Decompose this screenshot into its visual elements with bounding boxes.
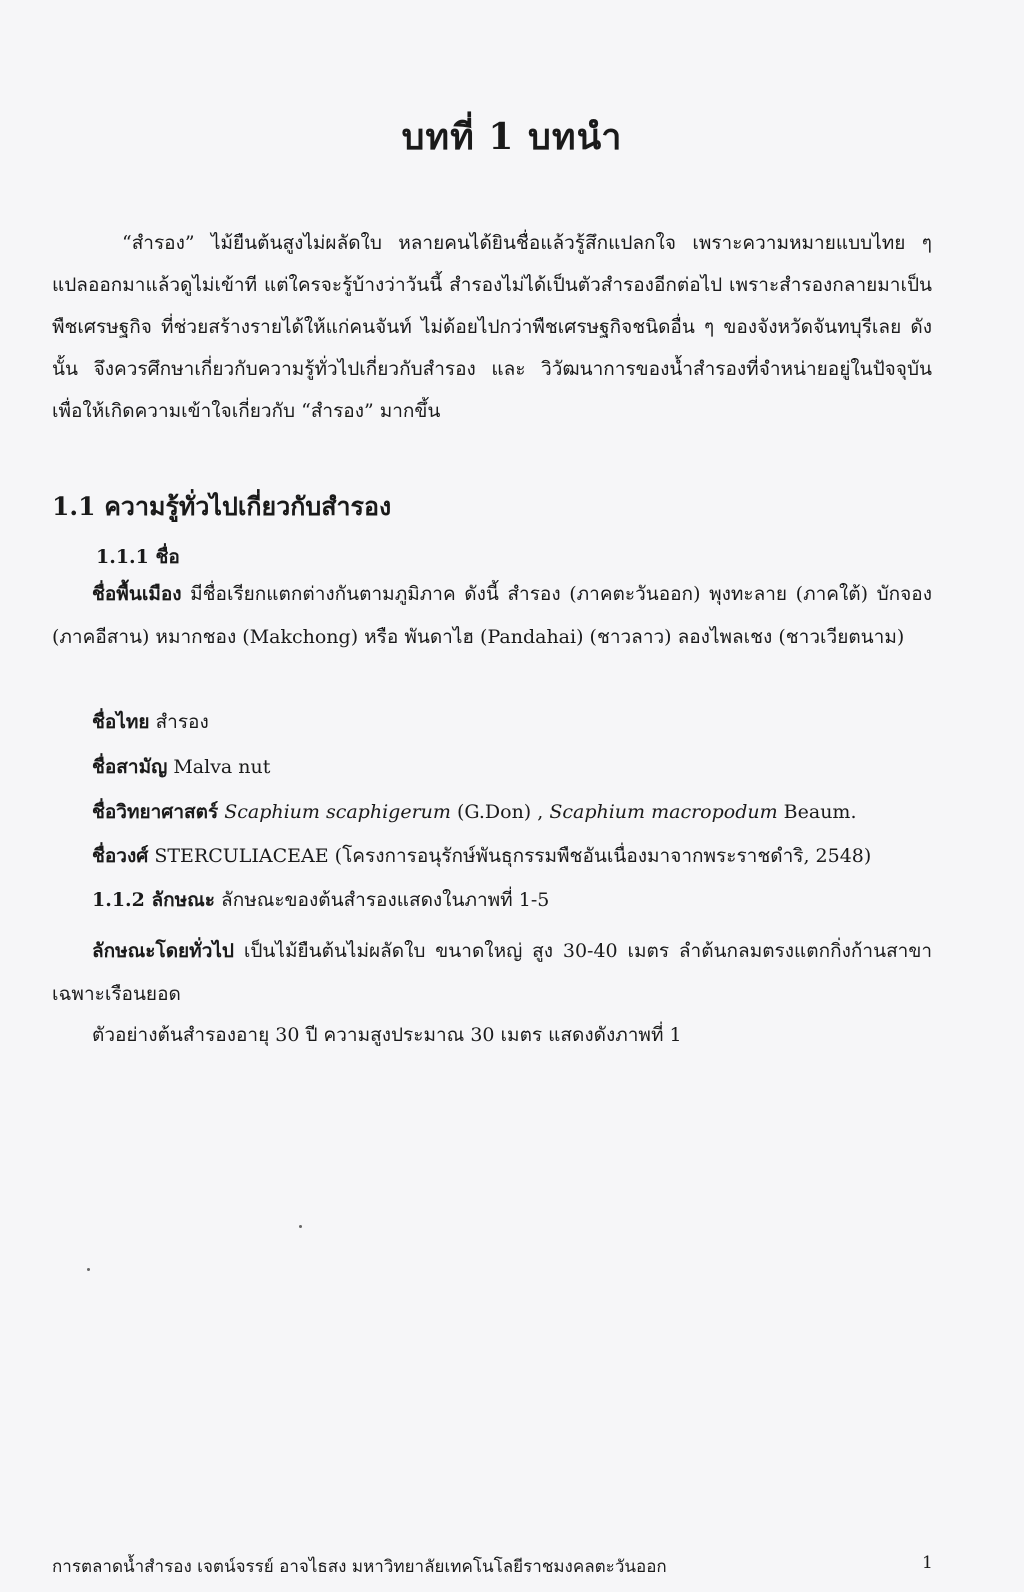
subsection-1-1-2-line xyxy=(92,885,549,915)
scientific-name-1: Scaphium scaphigerum xyxy=(218,801,451,823)
local-names-text: มีชื่อเรียกแตกต่างกันตามภูมิภาค ดังนี้ สำรอง (ภาคตะวันออก) พุงทะลาย (ภาคใต้) บักจอง (ภาคอีสาน) หมากชอง (Makchong) หรือ พันดาไฮ (Pandahai) (ชาวลาว) ลองไพลเชง (ชาวเวียตนาม) xyxy=(52,583,932,648)
scientific-author-1: (G.Don) , xyxy=(450,801,550,823)
subsection-heading-1-1-1: 1.1.1 ชื่อ xyxy=(96,546,180,568)
local-names-paragraph xyxy=(52,573,932,659)
chapter-title: บทที่ 1 บทนำ xyxy=(401,116,623,158)
example-line: ตัวอย่างต้นสำรองอายุ 30 ปี ความสูงประมาณ 30 เมตร แสดงดังภาพที่ 1 xyxy=(92,1024,682,1046)
local-names-label: ชื่อพื้นเมือง xyxy=(92,583,182,605)
general-features-paragraph xyxy=(52,930,932,1016)
family-label: ชื่อวงศ์ xyxy=(92,845,149,867)
family-text: STERCULIACEAE (โครงการอนุรักษ์พันธุกรรมพืชอันเนื่องมาจากพระราชดำริ, 2548) xyxy=(148,845,872,867)
common-name-text: Malva nut xyxy=(167,756,271,778)
common-name-label: ชื่อสามัญ xyxy=(92,756,168,778)
thai-name-label: ชื่อไทย xyxy=(92,711,150,733)
page-number: 1 xyxy=(922,1553,933,1573)
family-line xyxy=(92,841,871,871)
scientific-author-2: Beaum. xyxy=(777,801,857,823)
section-heading-1-1: 1.1 ความรู้ทั่วไปเกี่ยวกับสำรอง xyxy=(52,492,392,521)
subsection-1-1-2-text: ลักษณะของต้นสำรองแสดงในภาพที่ 1-5 xyxy=(215,889,550,911)
scan-speck xyxy=(299,1225,302,1228)
thai-name-text: สำรอง xyxy=(149,711,209,733)
general-features-label: ลักษณะโดยทั่วไป xyxy=(92,940,234,962)
subsection-heading-1-1-2: 1.1.2 ลักษณะ xyxy=(92,889,216,911)
scientific-name-label: ชื่อวิทยาศาสตร์ xyxy=(92,801,219,823)
page-footer: การตลาดน้ำสำรอง เจตน์จรรย์ อาจไธสง มหาวิทยาลัยเทคโนโลยีราชมงคลตะวันออก xyxy=(52,1557,667,1577)
scan-speck xyxy=(87,1268,90,1271)
intro-paragraph: “สำรอง” ไม้ยืนต้นสูงไม่ผลัดใบ หลายคนได้ยินชื่อแล้วรู้สึกแปลกใจ เพราะความหมายแบบไทย ๆ แปลออกมาแล้วดูไม่เข้าที แต่ใครจะรู้บ้างว่าวันนี้ สำรองไม่ได้เป็นตัวสำรองอีกต่อไป เพราะสำรองกลายมาเป็นพืชเศรษฐกิจ ที่ช่วยสร้างรายได้ให้แก่คนจันท์ ไม่ด้อยไปกว่าพืชเศรษฐกิจชนิดอื่น ๆ ของจังหวัดจันทบุรีเลย ดังนั้น จึงควรศึกษาเกี่ยวกับความรู้ทั่วไปเกี่ยวกับสำรอง และ วิวัฒนาการของน้ำสำรองที่จำหน่ายอยู่ในปัจจุบัน เพื่อให้เกิดความเข้าใจเกี่ยวกับ “สำรอง” มากขึ้น xyxy=(52,232,932,422)
scientific-name-2: Scaphium macropodum xyxy=(549,801,778,823)
common-name-line xyxy=(92,752,270,782)
general-features-text: เป็นไม้ยืนต้นไม่ผลัดใบ ขนาดใหญ่ สูง 30-40 เมตร ลำต้นกลมตรงแตกกิ่งก้านสาขาเฉพาะเรือนยอด xyxy=(52,940,932,1005)
scientific-name-line xyxy=(92,797,857,827)
thai-name-line xyxy=(92,707,209,737)
